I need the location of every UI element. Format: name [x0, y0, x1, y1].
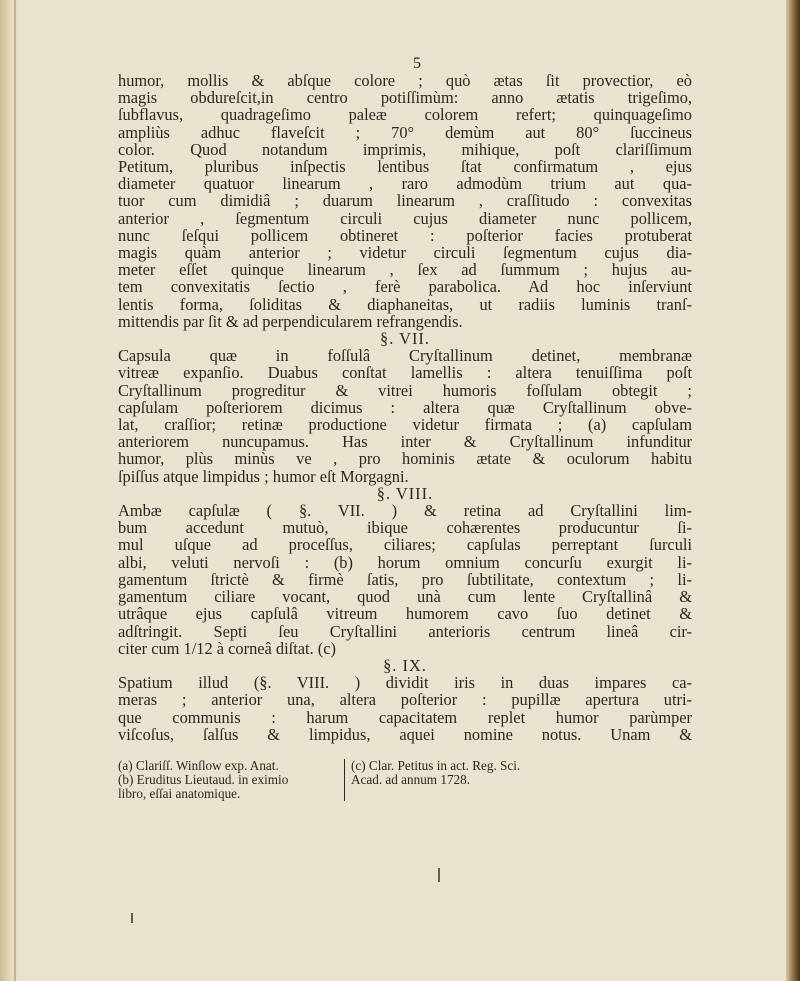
section-heading: §. VIII.: [376, 483, 434, 503]
page-binding-shadow: [0, 0, 20, 981]
text-line: diameter quatuor linearum , raro admodùm trium aut qua-: [118, 174, 692, 194]
section-heading: §. VII.: [380, 329, 430, 349]
text-line: lentis forma, ſoliditas & diaphaneitas, ut radiis luminis tranſ-: [118, 294, 692, 314]
text-line: ſpiſſus atque limpidus ; humor eſt Morgagni.: [118, 466, 409, 486]
text-line: capſulam poſteriorem dicimus : altera quæ Cryſtallinum obve-: [118, 397, 692, 417]
text-line: gamentum ſtrictè & firmè ſatis, pro ſubtilitate, contextum ; li-: [118, 569, 692, 589]
text-line: citer cum 1/12 à corneâ diſtat. (c): [118, 638, 336, 658]
text-line: adſtringit. Septi ſeu Cryſtallini anterioris centrum lineâ cir-: [118, 621, 692, 641]
text-line: nunc ſeſqui pollicem obtineret : poſterior facies protuberat: [118, 225, 692, 245]
text-line: Capsula quæ in foſſulâ Cryſtallinum detinet, membranæ: [118, 346, 692, 366]
document-page: [118, 56, 692, 801]
text-line: albi, veluti nervoſi : (b) horum omnium concurſu exurgit li-: [118, 552, 692, 572]
text-line: Petitum, pluribus inſpectis lentibus ſtat confirmatum , ejus: [118, 157, 692, 177]
text-line: color. Quod notandum imprimis, mihique, poſt clariſſimum: [118, 139, 692, 159]
paragraph-3: [118, 502, 692, 657]
text-line: mittendis par ſit & ad perpendicularem refrangendis.: [118, 311, 463, 331]
text-line: tuor cum dimidiâ ; duarum linearum , craſſitudo : convexitas: [118, 191, 692, 211]
binding-line: [14, 0, 16, 981]
text-line: viſcoſus, ſalſus & limpidus, aquei nomine notus. Unam &: [118, 724, 692, 744]
text-line: ſubflavus, quadrageſimo paleæ colorem refert; quinquageſimo: [118, 105, 692, 125]
paragraph-1: [118, 72, 692, 330]
paragraph-4: [118, 674, 692, 743]
footnotes-right-column: [351, 759, 692, 801]
footnote: Acad. ad annum 1728.: [351, 771, 471, 787]
text-line: anterior , ſegmentum circuli cujus diameter nunc pollicem,: [118, 208, 692, 228]
text-line: humor, plùs minùs ve , pro hominis ætate & oculorum habitu: [118, 449, 692, 469]
paragraph-2: [118, 347, 692, 485]
text-line: Ambæ capſulæ ( §. VII. ) & retina ad Cryſtallini lim-: [118, 501, 692, 521]
footnotes-left-column: [118, 759, 340, 801]
footnote: (c) Clar. Petitus in act. Reg. Sci.: [351, 757, 521, 773]
text-line: magis quàm anterior ; videtur circuli ſegmentum cujus dia-: [118, 243, 692, 263]
page-edge-right: [786, 0, 800, 981]
text-line: anteriorem nuncupamus. Has inter & Cryſtallinum infunditur: [118, 432, 692, 452]
text-line: mul uſque ad proceſſus, ciliares; capſulas perreptant ſurculi: [118, 535, 692, 555]
section-heading: §. IX.: [383, 655, 427, 675]
text-line: lat, craſſior; retinæ productione videtur firmata ; (a) capſulam: [118, 415, 692, 435]
paper-speck: [438, 868, 440, 882]
footnote-divider: [344, 759, 345, 801]
text-line: humor, mollis & abſque colore ; quò ætas ſit provectior, eò: [118, 71, 692, 90]
text-line: Spatium illud (§. VIII. ) dividit iris in duas impares ca-: [118, 673, 692, 693]
text-line: Cryſtallinum progreditur & vitrei humoris foſſulam obtegit ;: [118, 380, 692, 400]
footnote: (a) Clariſſ. Winſlow exp. Anat.: [118, 757, 279, 773]
footnote: (b) Eruditus Lieutaud. in eximio: [118, 771, 289, 787]
text-line: meras ; anterior una, altera poſterior : pupillæ apertura utri-: [118, 690, 692, 710]
paper-speck: [131, 913, 133, 923]
text-line: utrâque ejus capſulâ vitreum humorem cavo ſuo detinet &: [118, 604, 692, 624]
text-line: tem convexitatis ſectio , ferè parabolica. Ad hoc inſerviunt: [118, 277, 692, 297]
text-line: gamentum ciliare vocant, quod unà cum lente Cryſtallinâ &: [118, 587, 692, 607]
text-line: meter eſſet quinque linearum , ſex ad ſummum ; hujus au-: [118, 260, 692, 280]
text-line: magis obdureſcit,in centro potiſſimùm: anno ætatis trigeſimo,: [118, 88, 692, 108]
text-line: que communis : harum capacitatem replet humor parùmper: [118, 707, 692, 727]
text-line: bum accedunt mutuò, ibique cohærentes producuntur ſi-: [118, 518, 692, 538]
text-line: vitreæ expanſio. Duabus conſtat lamellis : altera tenuiſſima poſt: [118, 363, 692, 383]
footnote: libro, eſſai anatomique.: [118, 785, 241, 801]
page-number: 5: [413, 55, 421, 72]
text-line: ampliùs adhuc flaveſcit ; 70° demùm aut 80° ſuccineus: [118, 122, 692, 142]
footnotes: [118, 759, 692, 801]
